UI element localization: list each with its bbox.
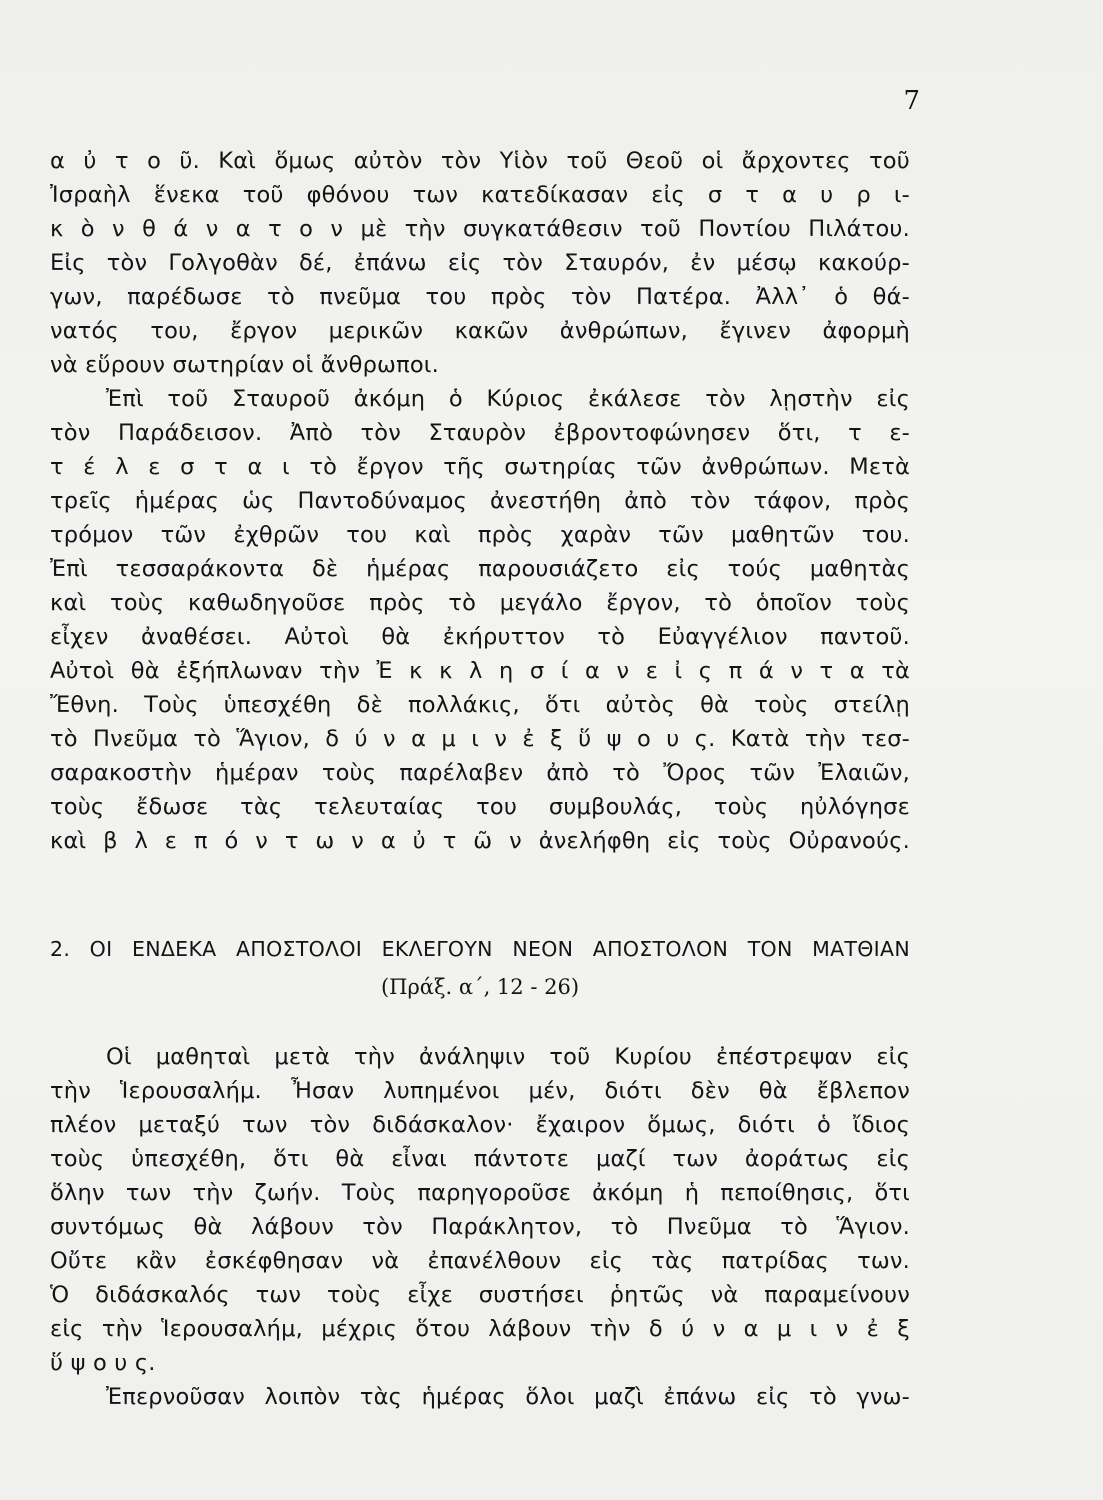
text-line: Ἰσραὴλ ἕνεκα τοῦ φθόνου των κατεδίκασαν εἰς σ τ α υ ρ ι- (50, 182, 910, 208)
text-line: Ἐπερνοῦσαν λοιπὸν τὰς ἡμέρας ὅλοι μαζὶ ἐπάνω εἰς τὸ γνω- (106, 1384, 910, 1410)
text-line: Αὐτοὶ θὰ ἐξήπλωναν τὴν Ἐ κ κ λ η σ ί α ν ε ἰ ς π ά ν τ α τὰ (50, 658, 910, 684)
text-line: ὕ ψ ο υ ς. (50, 1350, 156, 1376)
text-line: α ὐ τ ο ῦ. Καὶ ὅμως αὐτὸν τὸν Υἱὸν τοῦ Θεοῦ οἱ ἄρχοντες τοῦ (50, 148, 910, 174)
text-line: Εἰς τὸν Γολγοθὰν δέ, ἐπάνω εἰς τὸν Σταυρόν, ἐν μέσῳ κακούρ- (50, 250, 910, 276)
text-line: Οἱ μαθηταὶ μετὰ τὴν ἀνάληψιν τοῦ Κυρίου ἐπέστρεψαν εἰς (106, 1044, 910, 1070)
body-text-top (50, 144, 910, 858)
text-line: τρεῖς ἡμέρας ὡς Παντοδύναμος ἀνεστήθη ἀπὸ τὸν τάφον, πρὸς (50, 488, 910, 514)
text-line: τὴν Ἱερουσαλήμ. Ἦσαν λυπημένοι μέν, διότι δὲν θὰ ἔβλεπον (50, 1078, 910, 1104)
text-line: νὰ εὕρουν σωτηρίαν οἱ ἄνθρωποι. (50, 352, 439, 378)
text-line: Ὁ διδάσκαλός των τοὺς εἶχε συστήσει ῥητῶς νὰ παραμείνουν (50, 1282, 910, 1308)
text-line: τρόμον τῶν ἐχθρῶν του καὶ πρὸς χαρὰν τῶν μαθητῶν του. (50, 522, 910, 548)
text-line: Ἐπὶ τοῦ Σταυροῦ ἀκόμη ὁ Κύριος ἐκάλεσε τὸν λῃστὴν εἰς (106, 386, 910, 412)
text-line: νατός του, ἔργον μερικῶν κακῶν ἀνθρώπων, ἔγινεν ἀφορμὴ (50, 318, 910, 344)
text-line: εἶχεν ἀναθέσει. Αὐτοὶ θὰ ἐκήρυττον τὸ Εὐαγγέλιον παντοῦ. (50, 624, 910, 650)
text-line: Ἔθνη. Τοὺς ὑπεσχέθη δὲ πολλάκις, ὅτι αὐτὸς θὰ τοὺς στείλῃ (50, 692, 910, 718)
text-line: εἰς τὴν Ἱερουσαλήμ, μέχρις ὅτου λάβουν τὴν δ ύ ν α μ ι ν ἐ ξ (50, 1316, 910, 1342)
text-line: Οὔτε κἂν ἐσκέφθησαν νὰ ἐπανέλθουν εἰς τὰς πατρίδας των. (50, 1248, 910, 1274)
text-line: πλέον μεταξύ των τὸν διδάσκαλον· ἔχαιρον ὅμως, διότι ὁ ἴδιος (50, 1112, 910, 1138)
text-line: ὅλην των τὴν ζωήν. Τοὺς παρηγοροῦσε ἀκόμη ἡ πεποίθησις, ὅτι (50, 1180, 910, 1206)
section-reference: (Πράξ. α΄, 12 - 26) (380, 975, 580, 999)
text-line: τὸ Πνεῦμα τὸ Ἅγιον, δ ύ ν α μ ι ν ἐ ξ ὕ ψ ο υ ς. Κατὰ τὴν τεσ- (50, 726, 910, 752)
section-heading: 2. ΟΙ ΕΝΔΕΚΑ ΑΠΟΣΤΟΛΟΙ ΕΚΛΕΓΟΥΝ ΝΕΟΝ ΑΠΟΣΤΟΛΟΝ ΤΟΝ ΜΑΤΘΙΑΝ (50, 937, 910, 961)
text-line: Ἐπὶ τεσσαράκοντα δὲ ἡμέρας παρουσιάζετο εἰς τούς μαθητὰς (50, 556, 910, 582)
page-number: 7 (903, 86, 920, 116)
text-line: τοὺς ὑπεσχέθη, ὅτι θὰ εἶναι πάντοτε μαζί των ἀοράτως εἰς (50, 1146, 910, 1172)
text-line: τοὺς ἔδωσε τὰς τελευταίας του συμβουλάς, τοὺς ηὐλόγησε (50, 794, 910, 820)
text-line: τὸν Παράδεισον. Ἀπὸ τὸν Σταυρὸν ἐβροντοφώνησεν ὅτι, τ ε- (50, 420, 910, 446)
text-line: τ έ λ ε σ τ α ι τὸ ἔργον τῆς σωτηρίας τῶν ἀνθρώπων. Μετὰ (50, 454, 910, 480)
body-text-bottom (50, 1040, 910, 1414)
text-line: κ ὸ ν θ ά ν α τ ο ν μὲ τὴν συγκατάθεσιν τοῦ Ποντίου Πιλάτου. (50, 216, 910, 242)
text-line: γων, παρέδωσε τὸ πνεῦμα του πρὸς τὸν Πατέρα. Ἀλλ᾽ ὁ θά- (50, 284, 910, 310)
text-line: σαρακοστὴν ἡμέραν τοὺς παρέλαβεν ἀπὸ τὸ Ὄρος τῶν Ἐλαιῶν, (50, 760, 910, 786)
text-line: καὶ β λ ε π ό ν τ ω ν α ὐ τ ῶ ν ἀνελήφθη εἰς τοὺς Οὐρανούς. (50, 828, 910, 854)
text-line: συντόμως θὰ λάβουν τὸν Παράκλητον, τὸ Πνεῦμα τὸ Ἅγιον. (50, 1214, 910, 1240)
text-line: καὶ τοὺς καθωδηγοῦσε πρὸς τὸ μεγάλο ἔργον, τὸ ὁποῖον τοὺς (50, 590, 910, 616)
